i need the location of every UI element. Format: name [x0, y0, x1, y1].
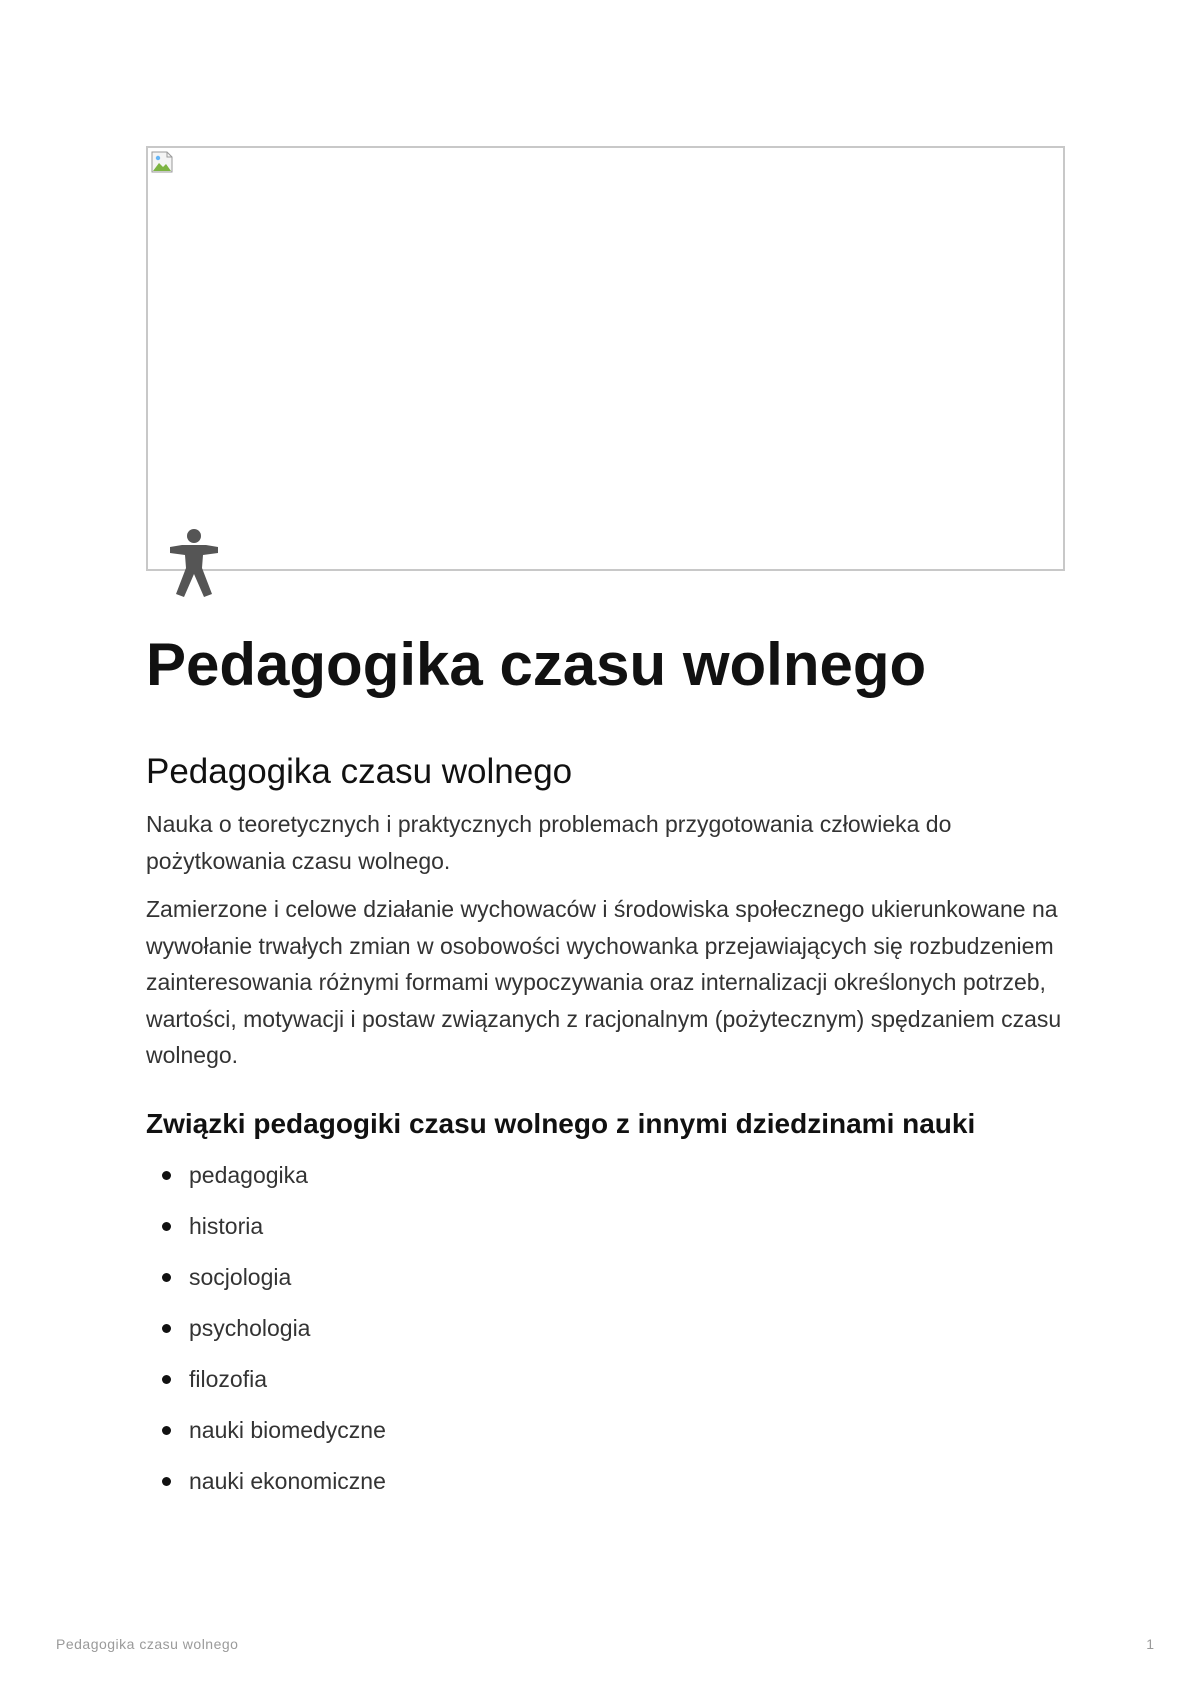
bullet-icon	[162, 1324, 171, 1333]
section-heading: Pedagogika czasu wolnego	[146, 752, 573, 791]
bullet-icon	[162, 1222, 171, 1231]
list-item-label: nauki biomedyczne	[189, 1417, 386, 1443]
definition-paragraph: Nauka o teoretycznych i praktycznych problemach przygotowania człowieka do pożytkowania czasu wolnego.	[146, 811, 952, 874]
list-item-label: socjologia	[189, 1264, 292, 1290]
document-title: Pedagogika czasu wolnego	[146, 631, 927, 698]
list-item	[146, 1209, 386, 1260]
list-item-label: historia	[189, 1213, 264, 1239]
list-item	[146, 1362, 386, 1413]
bullet-icon	[162, 1375, 171, 1384]
list-item-label: filozofia	[189, 1366, 267, 1392]
related-fields-list	[146, 1158, 386, 1515]
footer-title: Pedagogika czasu wolnego	[56, 1636, 239, 1652]
list-item-label: psychologia	[189, 1315, 311, 1341]
bullet-icon	[162, 1477, 171, 1486]
list-item-label: nauki ekonomiczne	[189, 1468, 386, 1494]
page-number: 1	[1146, 1636, 1154, 1652]
list-item	[146, 1311, 386, 1362]
bullet-icon	[162, 1426, 171, 1435]
list-item	[146, 1260, 386, 1311]
broken-image-icon	[150, 150, 174, 174]
list-item	[146, 1464, 386, 1515]
list-item-label: pedagogika	[189, 1162, 308, 1188]
bullet-icon	[162, 1273, 171, 1282]
image-placeholder	[146, 146, 1065, 571]
subsection-heading: Związki pedagogiki czasu wolnego z innymi dziedzinami nauki	[146, 1108, 976, 1139]
description-paragraph: Zamierzone i celowe działanie wychowaców i środowiska społecznego ukierunkowane na wywołanie trwałych zmian w osobowości wychowanka przejawiających się rozbudzeniem zainteresowania różnymi formami wypoczywania oraz internalizacji określonych potrzeb, wartości, motywacji i postaw związanych z racjonalnym (pożytecznym) spędzaniem czasu wolnego.	[146, 896, 1062, 1068]
accessibility-icon[interactable]	[168, 528, 220, 598]
bullet-icon	[162, 1171, 171, 1180]
list-item	[146, 1158, 386, 1209]
list-item	[146, 1413, 386, 1464]
